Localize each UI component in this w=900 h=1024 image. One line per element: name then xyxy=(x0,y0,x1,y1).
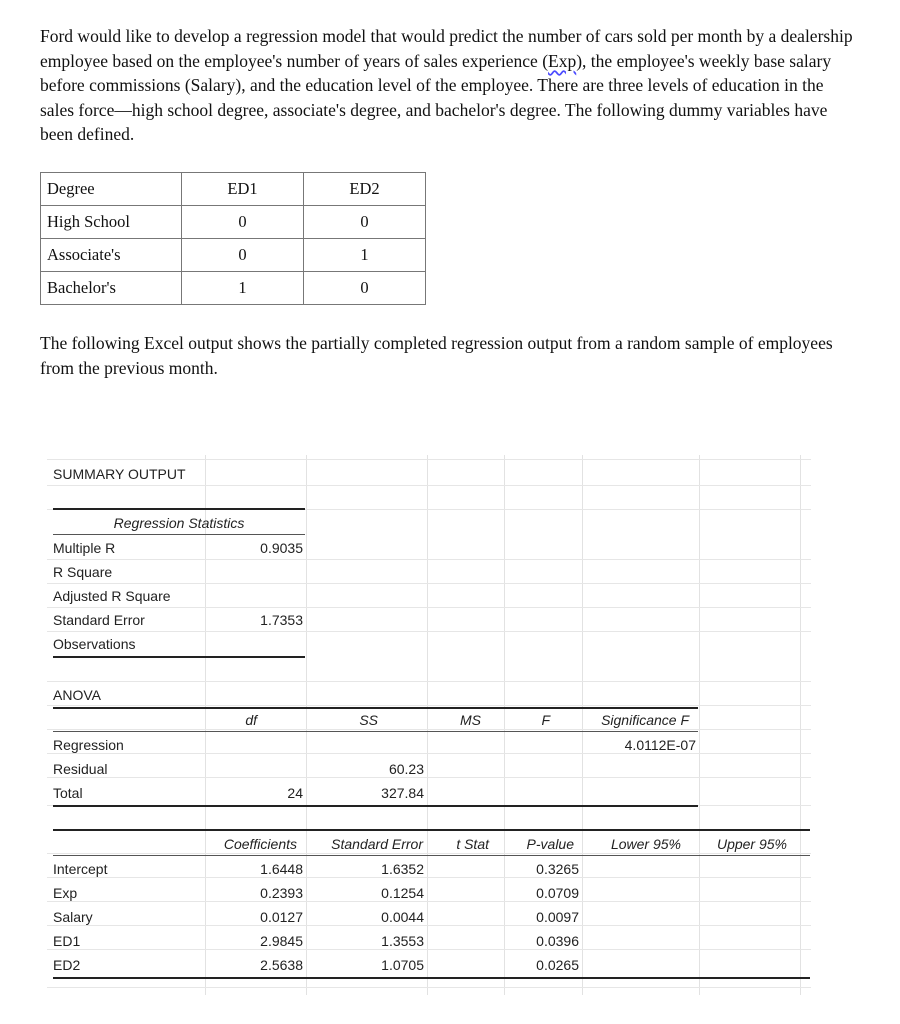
p-value-salary: 0.0097 xyxy=(536,909,579,925)
table-rule xyxy=(53,829,810,831)
p-value-exp: 0.0709 xyxy=(536,885,579,901)
se-value-intercept: 1.6352 xyxy=(381,861,424,877)
stat-label-multiple-r: Multiple R xyxy=(53,540,116,556)
coef-value-exp: 0.2393 xyxy=(260,885,303,901)
grid-line xyxy=(800,455,801,995)
stat-label-standard-error: Standard Error xyxy=(53,612,145,628)
ed2-cell: 0 xyxy=(304,206,426,239)
table-rule xyxy=(53,805,698,807)
table-rule xyxy=(53,707,698,709)
intro-text-before: Ford would like to develop a regression model that would predict the number of cars sold per month by a dealership employee based on the employee's number of years of sales experience ( xyxy=(40,26,853,71)
stat-value-standard-error: 1.7353 xyxy=(260,612,303,628)
se-value-exp: 0.1254 xyxy=(381,885,424,901)
coef-header-upper-95: Upper 95% xyxy=(716,836,787,852)
anova-header-f: F xyxy=(541,712,550,728)
header-ed2: ED2 xyxy=(304,173,426,206)
grid-line xyxy=(47,877,811,878)
stat-label-r-square: R Square xyxy=(53,564,113,580)
coef-header-lower-95: Lower 95% xyxy=(610,836,681,852)
degree-cell: Bachelor's xyxy=(41,272,182,305)
anova-label-regression: Regression xyxy=(53,737,124,753)
grid-line xyxy=(47,459,811,460)
coef-label-salary: Salary xyxy=(53,909,93,925)
anova-header-df: df xyxy=(245,712,257,728)
grid-line xyxy=(504,455,505,995)
excel-regression-output xyxy=(47,455,811,995)
stat-label-adjusted-r-square: Adjusted R Square xyxy=(53,588,171,604)
spellcheck-word-exp: Exp xyxy=(548,50,577,71)
degree-cell: High School xyxy=(41,206,182,239)
se-value-salary: 0.0044 xyxy=(381,909,424,925)
grid-line xyxy=(47,485,811,486)
se-value-ed2: 1.0705 xyxy=(381,957,424,973)
grid-line xyxy=(47,705,811,706)
grid-line xyxy=(47,559,811,560)
p-value-ed1: 0.0396 xyxy=(536,933,579,949)
grid-line xyxy=(699,455,700,995)
grid-line xyxy=(47,853,811,854)
regression-statistics-heading: Regression Statistics xyxy=(113,515,245,531)
table-row xyxy=(41,206,426,239)
anova-header-ms: MS xyxy=(460,712,481,728)
table-rule xyxy=(53,855,810,856)
p-value-intercept: 0.3265 xyxy=(536,861,579,877)
anova-df-total: 24 xyxy=(287,785,303,801)
grid-line xyxy=(47,753,811,754)
coef-label-ed1: ED1 xyxy=(53,933,81,949)
coef-label-ed2: ED2 xyxy=(53,957,81,973)
ed1-cell: 0 xyxy=(182,239,304,272)
table-rule xyxy=(53,534,305,535)
table-header-row xyxy=(41,173,426,206)
anova-header-significance-f: Significance F xyxy=(601,712,689,728)
ed2-cell: 1 xyxy=(304,239,426,272)
grid-line xyxy=(47,681,811,682)
header-degree: Degree xyxy=(41,173,182,206)
anova-label-total: Total xyxy=(53,785,83,801)
se-value-ed1: 1.3553 xyxy=(381,933,424,949)
table-row xyxy=(41,272,426,305)
coef-header-coefficients: Coefficients xyxy=(223,836,297,852)
table-rule xyxy=(53,731,698,732)
grid-line xyxy=(47,777,811,778)
summary-output-title: SUMMARY OUTPUT xyxy=(53,466,186,482)
coef-label-intercept: Intercept xyxy=(53,861,108,877)
grid-line xyxy=(47,925,811,926)
grid-line xyxy=(47,987,811,988)
grid-line xyxy=(47,901,811,902)
grid-line xyxy=(47,583,811,584)
coef-header-standard-error: Standard Error xyxy=(331,836,423,852)
table-rule xyxy=(53,656,305,658)
table-rule xyxy=(53,508,305,510)
grid-line xyxy=(47,607,811,608)
anova-ss-total: 327.84 xyxy=(381,785,424,801)
grid-line xyxy=(427,455,428,995)
grid-line xyxy=(47,949,811,950)
dummy-variable-table xyxy=(40,172,426,305)
ed1-cell: 1 xyxy=(182,272,304,305)
grid-line xyxy=(306,455,307,995)
grid-line xyxy=(47,729,811,730)
coef-header-p-value: P-value xyxy=(526,836,574,852)
anova-ss-residual: 60.23 xyxy=(388,761,424,777)
grid-line xyxy=(47,631,811,632)
degree-cell: Associate's xyxy=(41,239,182,272)
stat-value-multiple-r: 0.9035 xyxy=(260,540,303,556)
intro-text-after: ), the employee's weekly base salary before commissions (Salary), and the education level of the employee. There are three levels of education in the sales force—high school degree, associate's degree, and bachelor's degree. The following dummy variables have been defined. xyxy=(40,50,832,144)
grid-line xyxy=(582,455,583,995)
table-row xyxy=(41,239,426,272)
excel-intro-text: The following Excel output shows the partially completed regression output from a random sample of employees from the previous month. xyxy=(40,333,833,378)
problem-intro-text xyxy=(40,24,860,147)
anova-header-ss: SS xyxy=(359,712,378,728)
header-ed1: ED1 xyxy=(182,173,304,206)
grid-line xyxy=(205,455,206,995)
coef-header-t-stat: t Stat xyxy=(456,836,489,852)
table-rule xyxy=(53,977,810,979)
coef-value-intercept: 1.6448 xyxy=(260,861,303,877)
anova-title: ANOVA xyxy=(53,687,101,703)
coef-value-ed2: 2.5638 xyxy=(260,957,303,973)
ed2-cell: 0 xyxy=(304,272,426,305)
coef-value-salary: 0.0127 xyxy=(260,909,303,925)
stat-label-observations: Observations xyxy=(53,636,136,652)
coef-label-exp: Exp xyxy=(53,885,78,901)
p-value-ed2: 0.0265 xyxy=(536,957,579,973)
coef-value-ed1: 2.9845 xyxy=(260,933,303,949)
ed1-cell: 0 xyxy=(182,206,304,239)
anova-label-residual: Residual xyxy=(53,761,108,777)
anova-significance-f-value: 4.0112E-07 xyxy=(624,737,696,753)
